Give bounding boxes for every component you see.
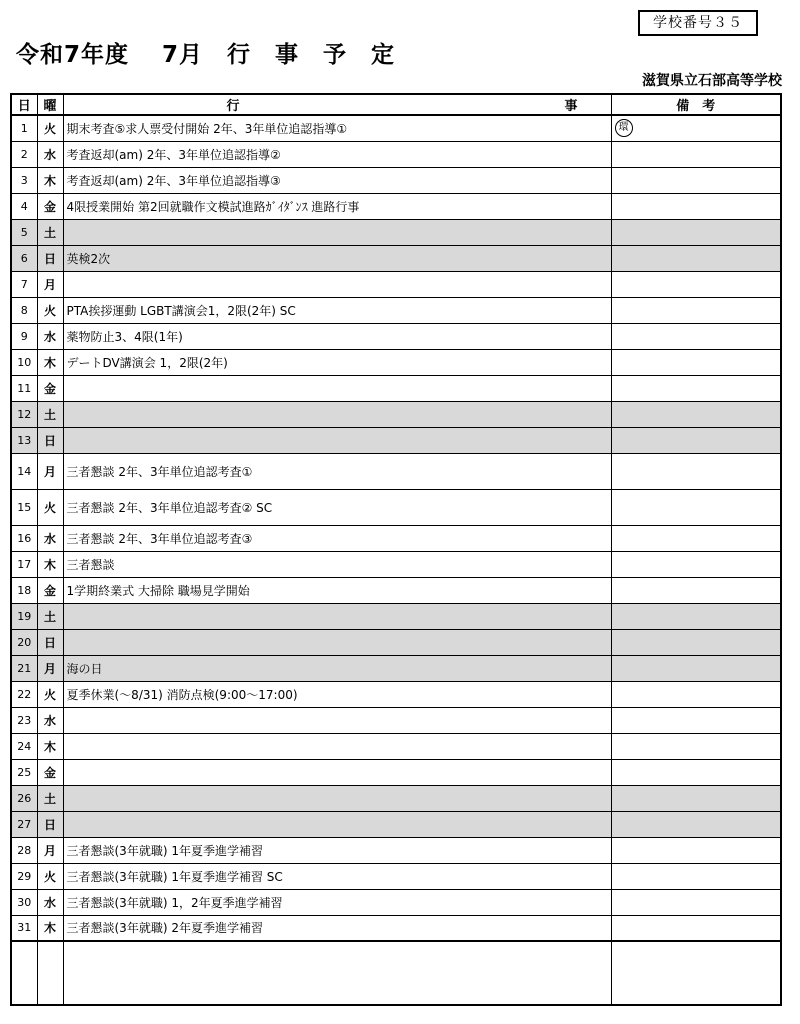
table-header-row xyxy=(11,94,781,115)
remark-cell xyxy=(611,629,781,655)
weekday-cell: 月 xyxy=(37,837,63,863)
weekday-cell: 金 xyxy=(37,577,63,603)
event-cell: 期末考査⑤求人票受付開始 2年、3年単位追認指導① xyxy=(63,115,611,141)
event-cell xyxy=(63,219,611,245)
day-cell: 4 xyxy=(11,193,37,219)
table-row xyxy=(11,863,781,889)
table-row xyxy=(11,489,781,525)
event-cell xyxy=(63,427,611,453)
day-cell: 13 xyxy=(11,427,37,453)
table-row xyxy=(11,453,781,489)
weekday-cell: 水 xyxy=(37,707,63,733)
event-cell: 英検2次 xyxy=(63,245,611,271)
event-cell: 考査返却(am) 2年、3年単位追認指導② xyxy=(63,141,611,167)
remark-cell xyxy=(611,297,781,323)
table-row xyxy=(11,759,781,785)
schedule-table xyxy=(10,93,782,1006)
remark-cell xyxy=(611,837,781,863)
day-cell: 12 xyxy=(11,401,37,427)
event-cell xyxy=(63,375,611,401)
document-title: 令和7年度 7月 行 事 予 定 xyxy=(16,42,396,68)
day-cell: 18 xyxy=(11,577,37,603)
event-cell: 三者懇談(3年就職) 2年夏季進学補習 xyxy=(63,915,611,941)
weekday-cell: 金 xyxy=(37,375,63,401)
table-row xyxy=(11,271,781,297)
school-name: 滋賀県立石部高等学校 xyxy=(642,73,782,89)
day-cell: 3 xyxy=(11,167,37,193)
day-cell: 15 xyxy=(11,489,37,525)
remark-cell xyxy=(611,889,781,915)
header-day: 日 xyxy=(11,94,37,115)
weekday-cell: 水 xyxy=(37,141,63,167)
remark-cell xyxy=(611,401,781,427)
day-cell: 5 xyxy=(11,219,37,245)
event-cell: 三者懇談 xyxy=(63,551,611,577)
weekday-cell: 火 xyxy=(37,863,63,889)
weekday-cell: 日 xyxy=(37,245,63,271)
event-cell xyxy=(63,271,611,297)
table-row xyxy=(11,323,781,349)
event-cell: 三者懇談(3年就職) 1年夏季進学補習 SC xyxy=(63,863,611,889)
table-row xyxy=(11,551,781,577)
table-row xyxy=(11,115,781,141)
remark-cell xyxy=(611,349,781,375)
remark-cell xyxy=(611,733,781,759)
table-row xyxy=(11,785,781,811)
weekday-cell: 月 xyxy=(37,453,63,489)
day-cell: 27 xyxy=(11,811,37,837)
event-cell xyxy=(63,401,611,427)
weekday-cell: 日 xyxy=(37,427,63,453)
remark-cell xyxy=(611,167,781,193)
table-row xyxy=(11,193,781,219)
event-cell: デートDV講演会 1，2限(2年) xyxy=(63,349,611,375)
day-cell: 31 xyxy=(11,915,37,941)
remark-cell xyxy=(611,603,781,629)
event-cell xyxy=(63,759,611,785)
header-event-char-2: 事 xyxy=(564,99,578,114)
day-cell: 30 xyxy=(11,889,37,915)
weekday-cell: 日 xyxy=(37,811,63,837)
remark-cell xyxy=(611,271,781,297)
day-cell: 20 xyxy=(11,629,37,655)
remark-cell xyxy=(611,681,781,707)
event-cell: PTA挨拶運動 LGBT講演会1，2限(2年) SC xyxy=(63,297,611,323)
table-row xyxy=(11,811,781,837)
table-row xyxy=(11,375,781,401)
blank-cell xyxy=(11,941,37,1005)
table-row xyxy=(11,349,781,375)
table-row xyxy=(11,837,781,863)
school-number-box: 学校番号３５ xyxy=(638,10,758,36)
event-cell xyxy=(63,707,611,733)
table-row xyxy=(11,733,781,759)
day-cell: 21 xyxy=(11,655,37,681)
weekday-cell: 金 xyxy=(37,193,63,219)
day-cell: 14 xyxy=(11,453,37,489)
remark-cell xyxy=(611,707,781,733)
table-row xyxy=(11,525,781,551)
table-row xyxy=(11,889,781,915)
day-cell: 26 xyxy=(11,785,37,811)
header-dow: 曜 xyxy=(37,94,63,115)
weekday-cell: 土 xyxy=(37,219,63,245)
remark-cell xyxy=(611,489,781,525)
blank-cell xyxy=(37,941,63,1005)
remark-cell xyxy=(611,453,781,489)
weekday-cell: 月 xyxy=(37,655,63,681)
weekday-cell: 木 xyxy=(37,733,63,759)
remark-cell xyxy=(611,115,781,141)
weekday-cell: 日 xyxy=(37,629,63,655)
remark-cell xyxy=(611,811,781,837)
event-cell: 薬物防止3、4限(1年) xyxy=(63,323,611,349)
table-row xyxy=(11,915,781,941)
remark-cell xyxy=(611,427,781,453)
day-cell: 17 xyxy=(11,551,37,577)
day-cell: 1 xyxy=(11,115,37,141)
day-cell: 23 xyxy=(11,707,37,733)
event-cell: 三者懇談 2年、3年単位追認考査② SC xyxy=(63,489,611,525)
schedule-body xyxy=(11,115,781,1005)
remark-cell xyxy=(611,655,781,681)
table-row xyxy=(11,603,781,629)
day-cell: 25 xyxy=(11,759,37,785)
day-cell: 10 xyxy=(11,349,37,375)
weekday-cell: 水 xyxy=(37,323,63,349)
event-cell: 4限授業開始 第2回就職作文模試進路ｶﾞｲﾀﾞﾝｽ 進路行事 xyxy=(63,193,611,219)
remark-cell xyxy=(611,759,781,785)
weekday-cell: 木 xyxy=(37,551,63,577)
remark-cell xyxy=(611,323,781,349)
header-event-char-1: 行 xyxy=(226,99,240,114)
day-cell: 11 xyxy=(11,375,37,401)
day-cell: 8 xyxy=(11,297,37,323)
remark-cell xyxy=(611,915,781,941)
remark-cell xyxy=(611,525,781,551)
weekday-cell: 木 xyxy=(37,915,63,941)
weekday-cell: 水 xyxy=(37,525,63,551)
remark-cell xyxy=(611,219,781,245)
weekday-cell: 土 xyxy=(37,401,63,427)
table-row xyxy=(11,707,781,733)
remark-cell xyxy=(611,863,781,889)
table-row xyxy=(11,401,781,427)
table-row xyxy=(11,427,781,453)
weekday-cell: 土 xyxy=(37,785,63,811)
event-cell: 1学期終業式 大掃除 職場見学開始 xyxy=(63,577,611,603)
event-cell: 考査返却(am) 2年、3年単位追認指導③ xyxy=(63,167,611,193)
weekday-cell: 金 xyxy=(37,759,63,785)
blank-row xyxy=(11,941,781,1005)
weekday-cell: 土 xyxy=(37,603,63,629)
day-cell: 28 xyxy=(11,837,37,863)
table-row xyxy=(11,167,781,193)
table-row xyxy=(11,629,781,655)
weekday-cell: 木 xyxy=(37,167,63,193)
day-cell: 2 xyxy=(11,141,37,167)
weekday-cell: 月 xyxy=(37,271,63,297)
day-cell: 7 xyxy=(11,271,37,297)
table-row xyxy=(11,141,781,167)
table-row xyxy=(11,245,781,271)
header-remarks: 備 考 xyxy=(611,94,781,115)
blank-cell xyxy=(63,941,611,1005)
event-cell: 三者懇談(3年就職) 1，2年夏季進学補習 xyxy=(63,889,611,915)
weekday-cell: 木 xyxy=(37,349,63,375)
remark-cell xyxy=(611,375,781,401)
event-cell xyxy=(63,603,611,629)
table-row xyxy=(11,219,781,245)
event-cell: 夏季休業(～8/31) 消防点検(9:00～17:00) xyxy=(63,681,611,707)
day-cell: 16 xyxy=(11,525,37,551)
remark-cell xyxy=(611,577,781,603)
weekday-cell: 火 xyxy=(37,115,63,141)
event-cell xyxy=(63,733,611,759)
weekday-cell: 火 xyxy=(37,297,63,323)
event-cell xyxy=(63,785,611,811)
remark-cell xyxy=(611,551,781,577)
event-cell: 三者懇談 2年、3年単位追認考査③ xyxy=(63,525,611,551)
day-cell: 9 xyxy=(11,323,37,349)
event-cell: 三者懇談 2年、3年単位追認考査① xyxy=(63,453,611,489)
event-cell xyxy=(63,811,611,837)
day-cell: 29 xyxy=(11,863,37,889)
table-row xyxy=(11,297,781,323)
remark-cell xyxy=(611,193,781,219)
weekday-cell: 火 xyxy=(37,489,63,525)
day-cell: 24 xyxy=(11,733,37,759)
day-cell: 6 xyxy=(11,245,37,271)
header-event xyxy=(63,94,611,115)
blank-cell xyxy=(611,941,781,1005)
event-cell xyxy=(63,629,611,655)
remark-cell xyxy=(611,785,781,811)
circled-remark-mark: 環 xyxy=(615,119,633,137)
event-cell: 海の日 xyxy=(63,655,611,681)
table-row xyxy=(11,577,781,603)
weekday-cell: 水 xyxy=(37,889,63,915)
day-cell: 22 xyxy=(11,681,37,707)
weekday-cell: 火 xyxy=(37,681,63,707)
table-row xyxy=(11,681,781,707)
event-cell: 三者懇談(3年就職) 1年夏季進学補習 xyxy=(63,837,611,863)
remark-cell xyxy=(611,245,781,271)
day-cell: 19 xyxy=(11,603,37,629)
remark-cell xyxy=(611,141,781,167)
table-row xyxy=(11,655,781,681)
